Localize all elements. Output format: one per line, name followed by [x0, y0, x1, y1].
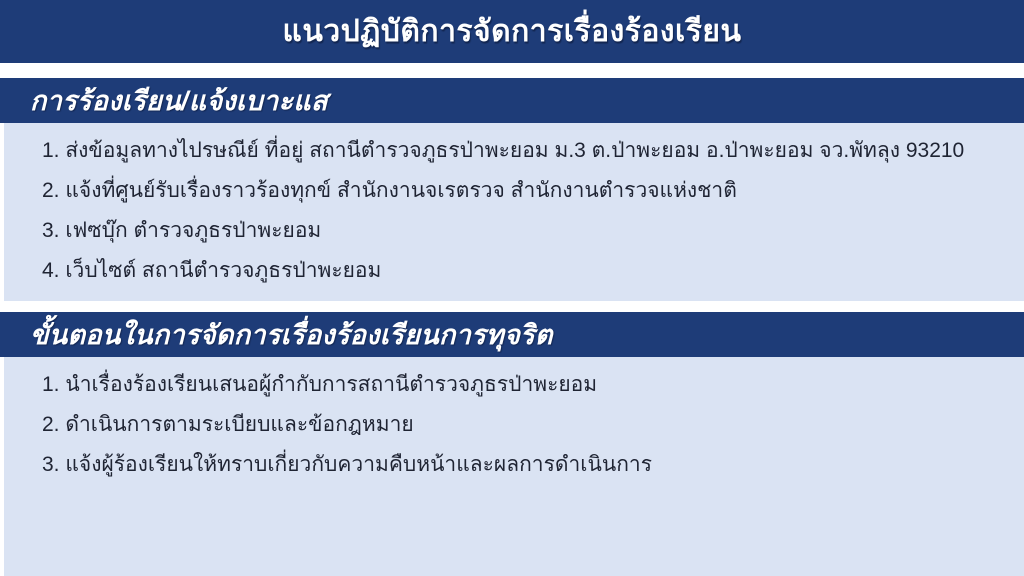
section-2-title: ขั้นตอนในการจัดการเรื่องร้องเรียนการทุจริต [30, 320, 553, 350]
list-item: 1. ส่งข้อมูลทางไปรษณีย์ ที่อยู่ สถานีตำรวจภูธรป่าพะยอม ม.3 ต.ป่าพะยอม อ.ป่าพะยอม จว.พัทลุง 93210 [42, 139, 965, 162]
list-item: 2. แจ้งที่ศูนย์รับเรื่องราวร้องทุกข์ สำนักงานจเรตรวจ สำนักงานตำรวจแห่งชาติ [42, 179, 737, 202]
list-item: 4. เว็บไซต์ สถานีตำรวจภูธรป่าพะยอม [42, 259, 382, 282]
section-1-title: การร้องเรียน/แจ้งเบาะแส [30, 86, 328, 116]
section-1-content [4, 123, 1024, 301]
title-bar [0, 0, 1024, 63]
section-2-content [4, 357, 1024, 576]
section-1-header [0, 78, 1024, 123]
list-item: 3. เฟซบุ๊ก ตำรวจภูธรป่าพะยอม [42, 219, 322, 242]
divider [0, 63, 1024, 78]
divider [0, 301, 1024, 312]
list-item: 2. ดำเนินการตามระเบียบและข้อกฎหมาย [42, 413, 414, 436]
complaint-channel-list [42, 131, 1008, 291]
section-2-header [0, 312, 1024, 357]
page-title: แนวปฏิบัติการจัดการเรื่องร้องเรียน [282, 15, 742, 48]
list-item: 1. นำเรื่องร้องเรียนเสนอผู้กำกับการสถานีตำรวจภูธรป่าพะยอม [42, 373, 598, 396]
procedure-step-list [42, 365, 1008, 485]
list-item: 3. แจ้งผู้ร้องเรียนให้ทราบเกี่ยวกับความคืบหน้าและผลการดำเนินการ [42, 453, 652, 476]
